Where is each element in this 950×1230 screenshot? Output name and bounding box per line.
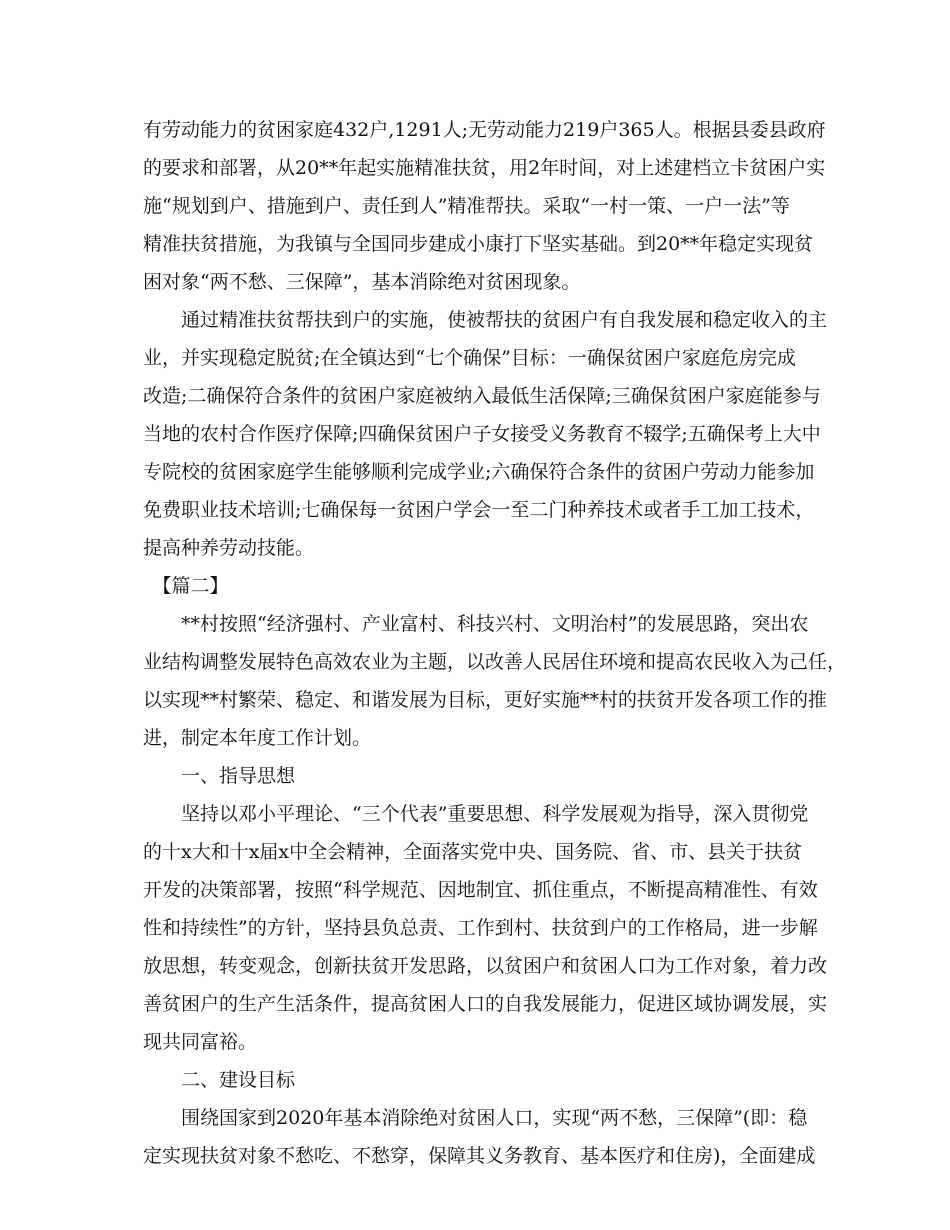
text-line: 提高种养劳动技能。	[143, 537, 315, 559]
subheading: 二、建设目标	[143, 1069, 296, 1091]
text-line: 的要求和部署，从20**年起实施精准扶贫，用2年时间，对上述建档立卡贫困户实	[143, 157, 826, 179]
subheading: 一、指导思想	[143, 765, 296, 787]
text-line: 善贫困户的生产生活条件，提高贫困人口的自我发展能力，促进区域协调发展，实	[143, 993, 828, 1015]
text-line: 精准扶贫措施，为我镇与全国同步建成小康打下坚实基础。到20**年稳定实现贫	[143, 233, 814, 255]
text-line: 放思想，转变观念，创新扶贫开发思路，以贫困户和贫困人口为工作对象，着力改	[143, 955, 828, 977]
text-line: 施“规划到户、措施到户、责任到人”精准帮扶。采取“一村一策、一户一法”等	[143, 195, 790, 217]
text-line: 专院校的贫困家庭学生能够顺利完成学业;六确保符合条件的贫困户劳动力能参加	[143, 461, 815, 483]
text-line: 改造;二确保符合条件的贫困户家庭被纳入最低生活保障;三确保贫困户家庭能参与	[143, 385, 821, 407]
text-line: 当地的农村合作医疗保障;四确保贫困户子女接受义务教育不辍学;五确保考上大中	[143, 423, 821, 445]
text-line: 的十x大和十x届x中全会精神，全面落实党中央、国务院、省、市、县关于扶贫	[143, 841, 803, 863]
text-line: 以实现**村繁荣、稳定、和谐发展为目标，更好实施**村的扶贫开发各项工作的推	[143, 689, 828, 711]
text-line: 围绕国家到2020年基本消除绝对贫困人口，实现“两不愁，三保障”(即：稳	[143, 1107, 808, 1129]
text-line: 开发的决策部署，按照“科学规范、因地制宜、抓住重点，不断提高精准性、有效	[143, 879, 818, 901]
text-line: 业，并实现稳定脱贫;在全镇达到“七个确保”目标：一确保贫困户家庭危房完成	[143, 347, 796, 369]
text-line: 性和持续性”的方针，坚持县负总责、工作到村、扶贫到户的工作格局，进一步解	[143, 917, 818, 939]
text-line: 坚持以邓小平理论、“三个代表”重要思想、科学发展观为指导，深入贯彻党	[143, 803, 809, 825]
text-line: 进，制定本年度工作计划。	[143, 727, 372, 749]
text-line: 困对象“两不愁、三保障”，基本消除绝对贫困现象。	[143, 271, 581, 293]
text-line: 有劳动能力的贫困家庭432户,1291人;无劳动能力219户365人。根据县委县政府	[143, 119, 826, 141]
text-line: 现共同富裕。	[143, 1031, 258, 1053]
section-heading: 【篇二】	[143, 575, 229, 597]
text-line: 业结构调整发展特色高效农业为主题，以改善人民居住环境和提高农民收入为己任，	[143, 651, 847, 673]
text-line: **村按照“经济强村、产业富村、科技兴村、文明治村”的发展思路，突出农	[143, 613, 809, 635]
text-line: 免费职业技术培训;七确保每一贫困户学会一至二门种养技术或者手工加工技术，	[143, 499, 815, 521]
text-line: 通过精准扶贫帮扶到户的实施，使被帮扶的贫困户有自我发展和稳定收入的主	[143, 309, 828, 331]
text-line: 定实现扶贫对象不愁吃、不愁穿，保障其义务教育、基本医疗和住房)，全面建成	[143, 1145, 816, 1167]
